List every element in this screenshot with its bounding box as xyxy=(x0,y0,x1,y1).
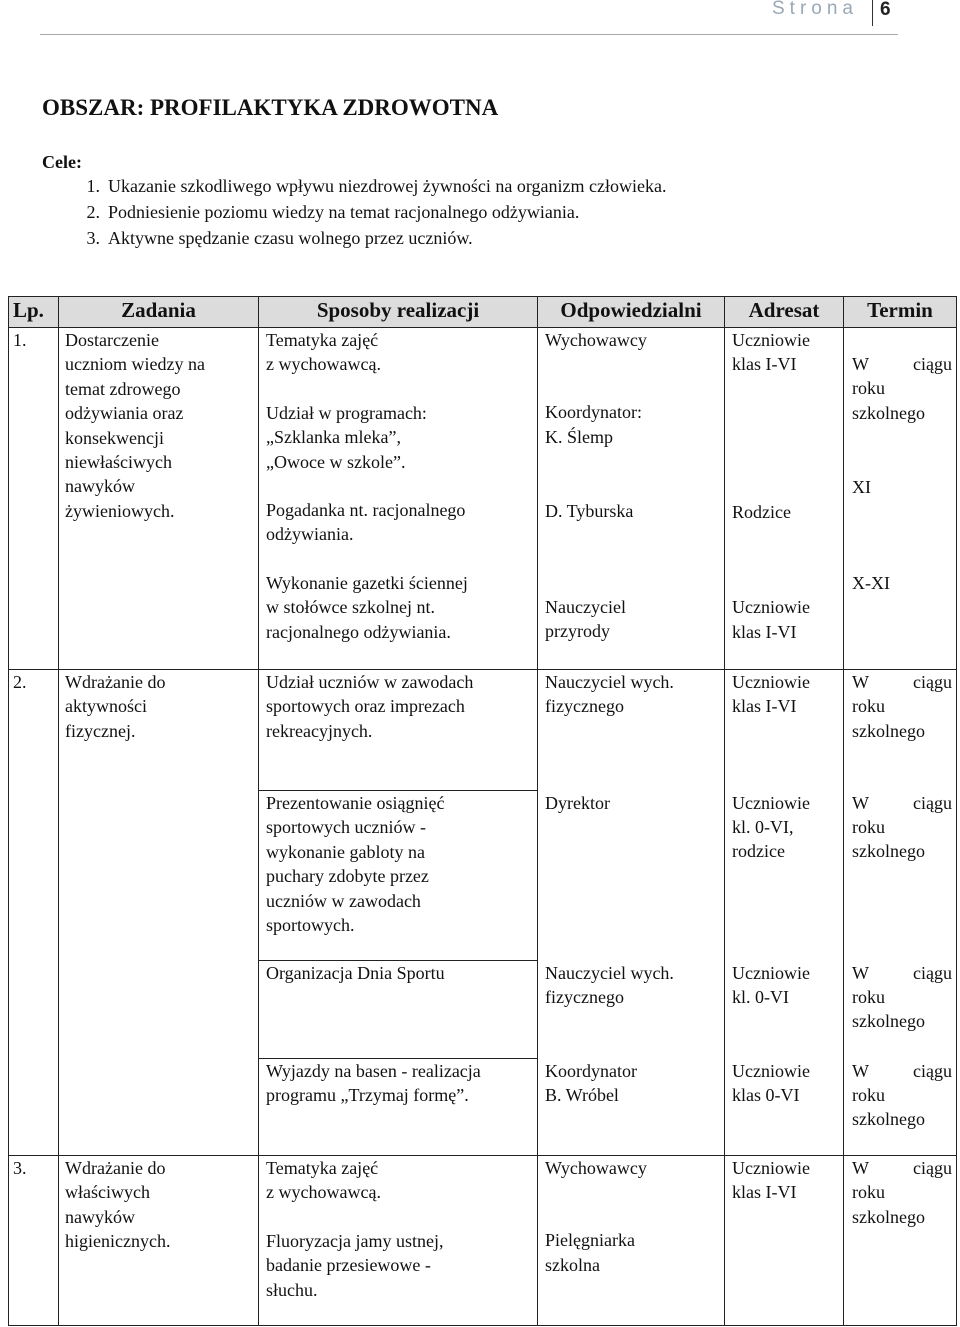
task-cell: Dostarczenie uczniom wiedzy na temat zdrowego odżywiania oraz konsekwencji niewłaściwych nawyków żywieniowych. xyxy=(59,328,259,670)
goal-item: 3. Aktywne spędzanie czasu wolnego przez uczniów. xyxy=(86,228,473,248)
row-number: 1. xyxy=(9,328,59,670)
method-cell: Prezentowanie osiągnięć sportowych uczniów - wykonanie gabloty na puchary zdobyte przez uczniów w zawodach sportowych. xyxy=(259,791,538,961)
header-rule xyxy=(40,34,898,35)
col-header-adresat: Adresat xyxy=(725,297,844,328)
table-row xyxy=(9,1156,957,1326)
audience-cell: Uczniowie klas I-VI Rodzice Uczniowie klas I-VI xyxy=(725,328,844,670)
deadline-cell: W ciągu roku szkolnego xyxy=(844,791,957,961)
document-title: OBSZAR: PROFILAKTYKA ZDROWOTNA xyxy=(42,95,499,120)
goal-item: 1. Ukazanie szkodliwego wpływu niezdrowej żywności na organizm człowieka. xyxy=(86,176,667,196)
responsible-cell: Koordynator B. Wróbel xyxy=(538,1059,725,1156)
deadline-cell: W ciągu roku szkolnego xyxy=(844,1156,957,1326)
table-header-row xyxy=(9,297,957,328)
audience-cell: Uczniowie klas I-VI xyxy=(725,1156,844,1326)
responsible-cell: Nauczyciel wych. fizycznego xyxy=(538,670,725,791)
col-header-zadania: Zadania xyxy=(59,297,259,328)
method-cell: Udział uczniów w zawodach sportowych oraz imprezach rekreacyjnych. xyxy=(259,670,538,791)
col-header-termin: Termin xyxy=(844,297,957,328)
method-cell: Tematyka zajęć z wychowawcą. Udział w programach: „Szklanka mleka”, „Owoce w szkole”. Pogadanka nt. racjonalnego odżywiania. Wykonanie gazetki ściennej w stołówce szkolnej nt. racjonalnego odżywiania. xyxy=(259,328,538,670)
col-header-odpowiedzialni: Odpowiedzialni xyxy=(538,297,725,328)
deadline-cell: W ciągu roku szkolnego xyxy=(844,1059,957,1156)
row-number: 3. xyxy=(9,1156,59,1326)
deadline-cell: W ciągu roku szkolnego xyxy=(844,670,957,791)
responsible-cell: Nauczyciel wych. fizycznego xyxy=(538,961,725,1059)
deadline-cell: W ciągu roku szkolnego xyxy=(844,961,957,1059)
page-header xyxy=(0,0,960,36)
col-header-lp: Lp. xyxy=(9,297,59,328)
audience-cell: Uczniowie kl. 0-VI xyxy=(725,961,844,1059)
goal-item: 2. Podniesienie poziomu wiedzy na temat racjonalnego odżywiania. xyxy=(86,202,580,222)
table-row xyxy=(9,328,957,670)
task-cell: Wdrażanie do właściwych nawyków higienicznych. xyxy=(59,1156,259,1326)
responsible-cell: Dyrektor xyxy=(538,791,725,961)
plan-table xyxy=(8,296,957,1326)
deadline-cell: W ciągu roku szkolnego XI X-XI xyxy=(844,328,957,670)
responsible-cell: Wychowawcy Koordynator: K. Ślemp D. Tyburska Nauczyciel przyrody xyxy=(538,328,725,670)
page-number: 6 xyxy=(880,0,891,20)
audience-cell: Uczniowie klas I-VI xyxy=(725,670,844,791)
page-label: Strona xyxy=(772,0,858,19)
audience-cell: Uczniowie kl. 0-VI, rodzice xyxy=(725,791,844,961)
table-row xyxy=(9,670,957,791)
goals-list xyxy=(42,173,666,251)
method-cell: Tematyka zajęć z wychowawcą. Fluoryzacja jamy ustnej, badanie przesiewowe - słuchu. xyxy=(259,1156,538,1326)
method-cell: Organizacja Dnia Sportu xyxy=(259,961,538,1059)
task-cell: Wdrażanie do aktywności fizycznej. xyxy=(59,670,259,1156)
method-cell: Wyjazdy na basen - realizacja programu „Trzymaj formę”. xyxy=(259,1059,538,1156)
row-number: 2. xyxy=(9,670,59,1156)
goals-label: Cele: xyxy=(42,152,82,172)
responsible-cell: Wychowawcy Pielęgniarka szkolna xyxy=(538,1156,725,1326)
page-separator xyxy=(872,0,873,26)
col-header-sposoby: Sposoby realizacji xyxy=(259,297,538,328)
audience-cell: Uczniowie klas 0-VI xyxy=(725,1059,844,1156)
